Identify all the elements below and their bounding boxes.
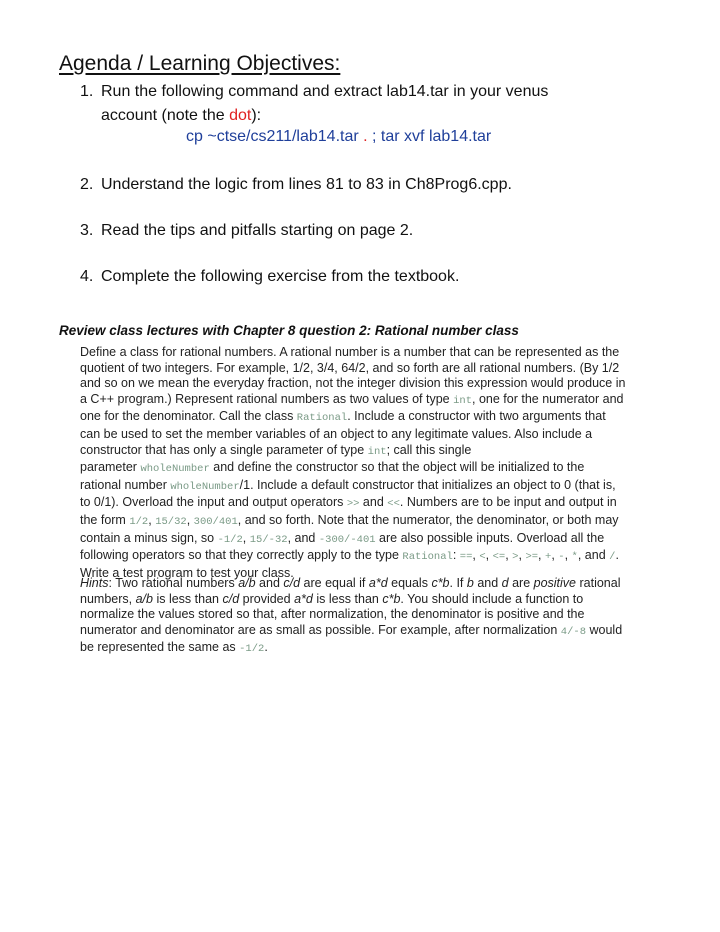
code-int: int	[367, 445, 387, 458]
command-dot: .	[363, 128, 368, 145]
code-int: int	[453, 394, 473, 407]
code-fraction: 15/32	[155, 515, 187, 528]
code-op: >	[512, 551, 519, 564]
command-line: cp ~ctse/cs211/lab14.tar . ; tar xvf lab14.tar	[186, 128, 492, 145]
code-op: /	[609, 551, 616, 564]
code-rational: Rational	[296, 412, 348, 425]
code-fraction: 1/2	[129, 515, 149, 528]
exercise-paragraph: Define a class for rational numbers. A rational number is a number that can be represented as the quotient of two integers. For example, 1/2, 3/4, 64/2, and so forth are all rational numbers. (By 1/2 and so on we mean the everyday fraction, not the integer division this expression would produce in a C++ program.) Represent rational numbers as two values of type int, one for the numerator and one for the denominator. Call the class Rational. Include a constructor with two arguments that can be used to set the member variables of an object to any legitimate values. Also include a constructor that has only a single parameter of type int; call this single parameter wholeNumber and define the constructor so that the object will be initialized to the rational number wholeNumber/1. Include a default constructor that initializes an object to 0 (that is, to 0/1). Overload the input and output operators >> and <<. Numbers are to be input and output in the form 1/2, 15/32, 300/401, and so forth. Note that the numerator, the denominator, or both may contain a minus sign, so -1/2, 15/-32, and -300/-401 are also possible inputs. Overload all the following operators so that they correctly apply to the type Rational: ==, <, <=, >, >=, +, -, *, and /. Write a test program to test your class.	[80, 345, 626, 580]
code-fraction: -1/2	[239, 643, 265, 656]
code-wholenumber: wholeNumber	[140, 463, 210, 476]
list-number: 4.	[80, 268, 94, 285]
code-op: +	[545, 551, 552, 564]
code-op: >=	[525, 551, 539, 564]
code-op: <	[479, 551, 486, 564]
list-item-1: 1. Run the following command and extract lab14.tar in your venus account (note the dot):	[80, 80, 548, 128]
list-number: 2.	[80, 176, 94, 193]
code-fraction: 15/-32	[249, 533, 288, 546]
code-wholenumber: wholeNumber	[170, 480, 240, 493]
page-heading: Agenda / Learning Objectives:	[59, 52, 341, 75]
review-title: Review class lectures with Chapter 8 question 2: Rational number class	[59, 323, 519, 338]
code-op: <=	[492, 551, 506, 564]
code-op: *	[571, 551, 578, 564]
code-fraction: 4/-8	[560, 625, 587, 638]
code-fraction: -300/-401	[318, 533, 376, 546]
list-number: 3.	[80, 222, 94, 239]
list-item-3	[80, 219, 413, 243]
list-text: Run the following command and extract lab14.tar in your venus	[101, 83, 549, 100]
hints-paragraph: Hints: Two rational numbers a/b and c/d are equal if a*d equals c*b. If b and d are positive rational numbers, a/b is less than c/d provided a*d is less than c*b. You should include a function to normalize the values stored so that, after normalization, the denominator is positive and the numerator and denominator are as small as possible. For example, after normalization 4/-8 would be represented the same as -1/2.	[80, 576, 623, 656]
code-op-in: >>	[346, 498, 360, 511]
list-text: account (note the	[101, 107, 230, 124]
list-number: 1.	[80, 83, 94, 100]
list-text: Complete the following exercise from the textbook.	[101, 268, 460, 285]
list-text: Read the tips and pitfalls starting on page 2.	[101, 222, 414, 239]
highlight-dot-word: dot	[229, 107, 252, 124]
code-fraction: 300/401	[193, 515, 238, 528]
code-op: -	[558, 551, 565, 564]
hints-label: Hints	[80, 576, 109, 590]
list-item-4	[80, 265, 459, 289]
list-item-2	[80, 173, 512, 197]
code-op: ==	[459, 551, 473, 564]
code-op-out: <<	[387, 498, 400, 511]
list-text: Understand the logic from lines 81 to 83 in Ch8Prog6.cpp.	[101, 176, 512, 193]
code-fraction: -1/2	[217, 533, 243, 546]
code-rational: Rational	[402, 551, 453, 564]
